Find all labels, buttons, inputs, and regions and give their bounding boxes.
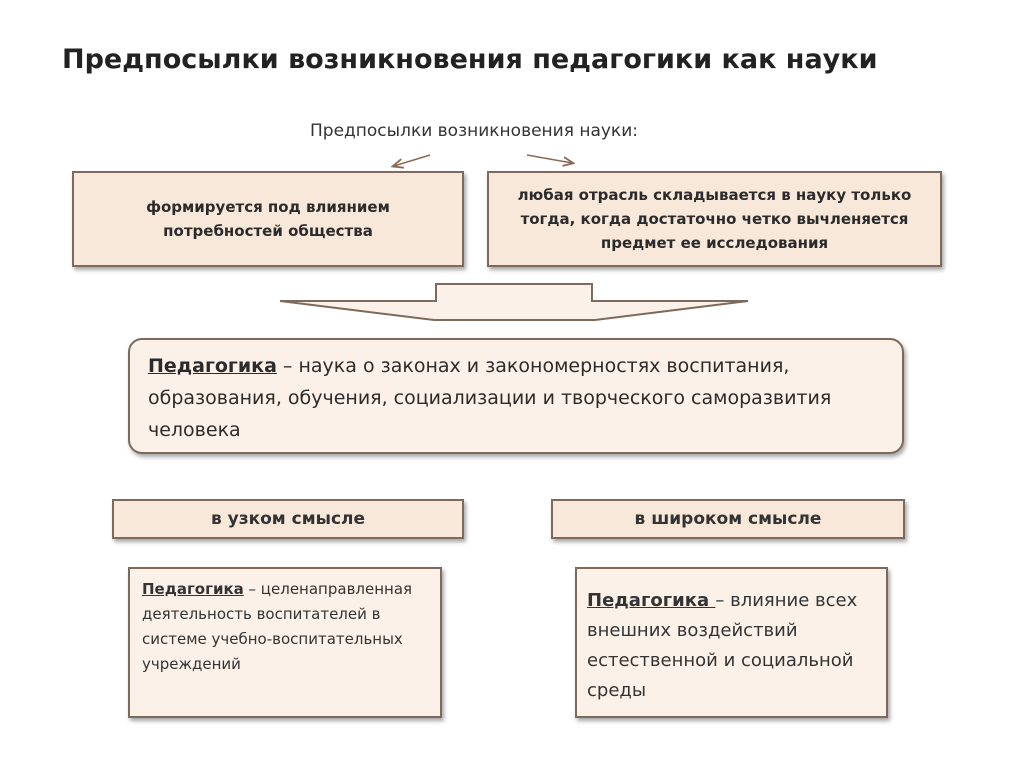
definition-term: Педагогика: [148, 355, 277, 377]
page-title: Предпосылки возникновения педагогики как науки: [62, 44, 878, 75]
down-arrow-icon: [280, 284, 748, 320]
narrow-sense-text: – целенаправленная деятельность воспитателей в системе учебно-воспитательных учреждений: [142, 580, 413, 673]
definition-text: – наука о законах и закономерностях воспитания, образования, обучения, социализации и творческого саморазвития человека: [148, 355, 832, 441]
premise-right-text: любая отрасль складывается в науку только тогда, когда достаточно четко вычленяется предмет ее исследования: [517, 186, 912, 252]
broad-sense-card: [575, 567, 888, 718]
narrow-sense-card: [128, 567, 442, 718]
premise-left-box: [72, 171, 464, 267]
premise-left-text: формируется под влиянием потребностей общества: [146, 198, 390, 240]
broad-sense-text: – влияние всех внешних воздействий естественной и социальной среды: [587, 590, 858, 701]
narrow-sense-heading: в узком смысле: [210, 509, 366, 529]
premises-subtitle: Предпосылки возникновения науки:: [310, 121, 638, 141]
narrow-sense-heading-box: [112, 499, 464, 539]
narrow-sense-term: Педагогика: [142, 580, 244, 598]
arrow-left: [394, 155, 430, 166]
premise-right-box: [487, 171, 942, 267]
definition-box: [128, 338, 904, 454]
arrow-right: [527, 155, 572, 163]
broad-sense-term: Педагогика: [587, 590, 716, 611]
broad-sense-heading-box: [551, 499, 905, 539]
broad-sense-heading: в широком смысле: [634, 509, 822, 529]
